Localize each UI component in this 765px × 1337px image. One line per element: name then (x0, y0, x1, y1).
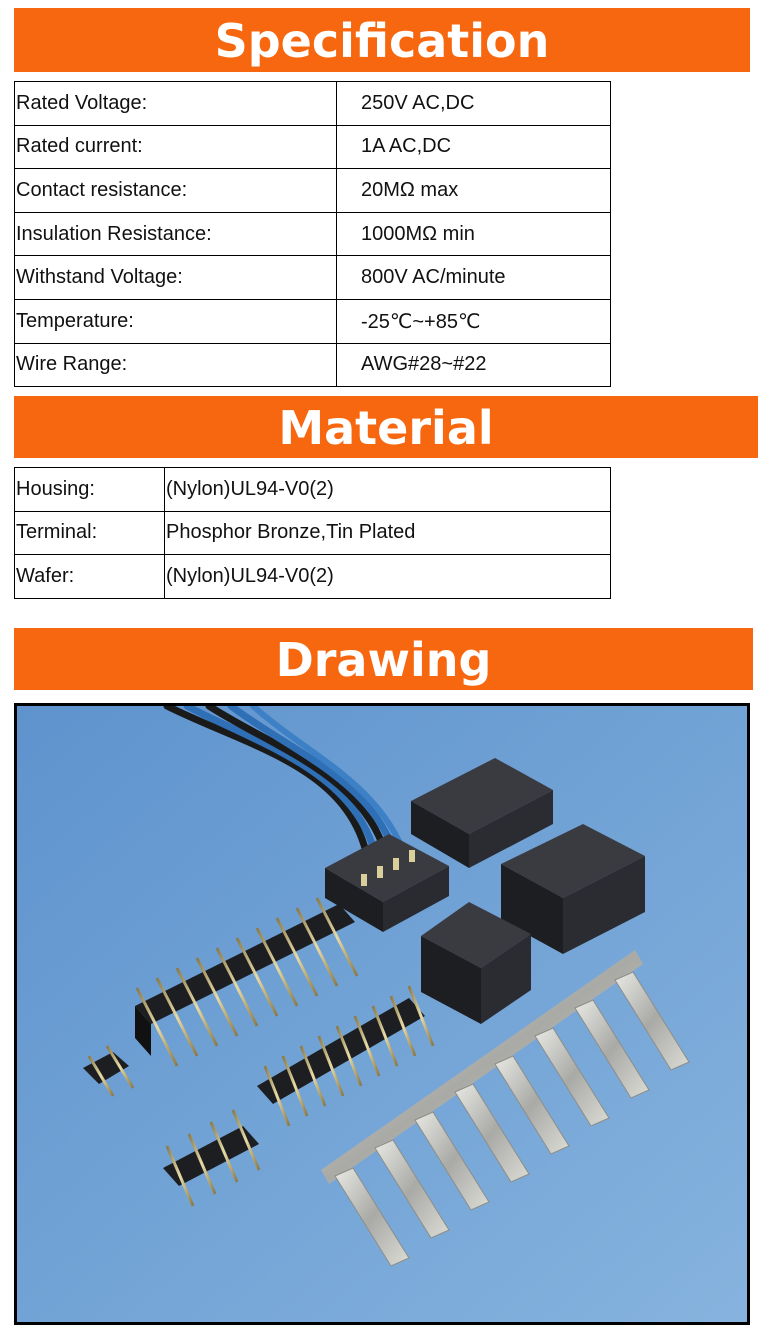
spec-value-wire-range: AWG#28~#22 (337, 343, 611, 387)
table-row (15, 169, 611, 213)
spec-value-rated-current: 1A AC,DC (337, 125, 611, 169)
specification-table (14, 81, 611, 387)
spec-value-contact-resistance: 20MΩ max (337, 169, 611, 213)
material-label-wafer: Wafer: (15, 555, 165, 599)
material-label-housing: Housing: (15, 468, 165, 512)
table-row (15, 212, 611, 256)
table-row (15, 125, 611, 169)
spec-value-temperature: -25℃~+85℃ (337, 299, 611, 343)
spec-label-temperature: Temperature: (15, 299, 337, 343)
spec-label-insulation-resistance: Insulation Resistance: (15, 212, 337, 256)
material-value-terminal: Phosphor Bronze,Tin Plated (165, 511, 611, 555)
drawing-heading: Drawing (14, 628, 753, 690)
table-row (15, 256, 611, 300)
table-row (15, 343, 611, 387)
material-label-terminal: Terminal: (15, 511, 165, 555)
table-row (15, 299, 611, 343)
specification-heading: Specification (14, 8, 750, 72)
spec-label-withstand-voltage: Withstand Voltage: (15, 256, 337, 300)
table-row (15, 468, 611, 512)
material-value-wafer: (Nylon)UL94-V0(2) (165, 555, 611, 599)
table-row (15, 555, 611, 599)
spec-label-wire-range: Wire Range: (15, 343, 337, 387)
spec-value-withstand-voltage: 800V AC/minute (337, 256, 611, 300)
material-heading: Material (14, 396, 758, 458)
spec-value-rated-voltage: 250V AC,DC (337, 82, 611, 126)
material-table (14, 467, 611, 599)
spec-label-rated-voltage: Rated Voltage: (15, 82, 337, 126)
spec-label-contact-resistance: Contact resistance: (15, 169, 337, 213)
spec-value-insulation-resistance: 1000MΩ min (337, 212, 611, 256)
connector-illustration (17, 706, 747, 1322)
table-row (15, 82, 611, 126)
product-photo (14, 703, 750, 1325)
table-row (15, 511, 611, 555)
material-value-housing: (Nylon)UL94-V0(2) (165, 468, 611, 512)
spec-label-rated-current: Rated current: (15, 125, 337, 169)
